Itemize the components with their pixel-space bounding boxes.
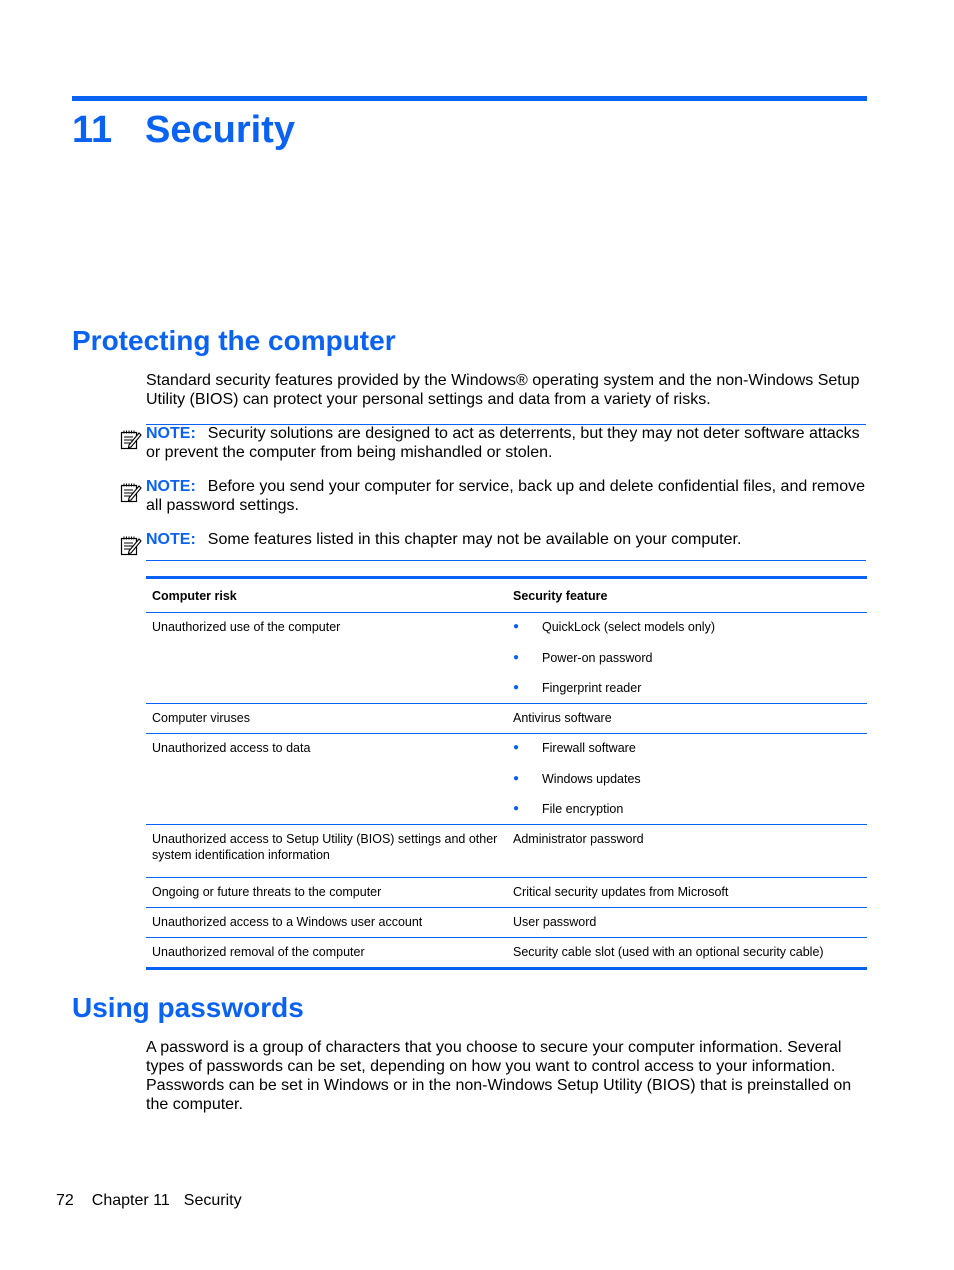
table-row [146,878,867,908]
feature-cell [507,734,867,825]
table-row [146,734,867,825]
page-footer [56,1191,260,1211]
chapter-rule [72,96,867,101]
feature-cell [507,613,867,704]
table-row [146,613,867,704]
feature-cell: User password [507,908,867,938]
risk-cell: Unauthorized access to data [146,734,507,825]
feature-cell: Administrator password [507,825,867,878]
security-risk-table [146,576,867,970]
page-number: 72 [56,1192,74,1209]
section-intro-text: Standard security features provided by the Windows® operating system and the non-Windows Setup Utility (BIOS) can protect your personal settings and data from a variety of risks. [146,372,860,408]
footer-chapter: Chapter 11 [91,1192,170,1209]
chapter-title [72,104,295,156]
feature-cell: Antivirus software [507,704,867,734]
feature-list-item: ● File encryption [513,801,861,817]
table-header-row [146,578,867,613]
section-heading-passwords: Using passwords [72,992,304,1023]
table-row [146,704,867,734]
column-header-feature: Security feature [507,578,867,613]
note-label: NOTE: [146,478,196,495]
note-pencil-icon [120,534,142,556]
risk-cell: Unauthorized access to a Windows user account [146,908,507,938]
feature-list-item: ● Firewall software [513,740,861,771]
note-pencil-icon [120,428,142,450]
note-bottom-rule [146,560,866,561]
footer-title: Security [183,1192,242,1209]
feature-list [513,740,861,817]
table-row [146,825,867,878]
note-text: Security solutions are designed to act as deterrents, but they may not deter software attacks or prevent the computer from being mishandled or stolen. [146,425,860,461]
feature-list-item: ● Power-on password [513,650,861,681]
table-row [146,908,867,938]
note-text: Before you send your computer for service, back up and delete confidential files, and remove all password settings. [146,478,866,514]
feature-list-item: ● Windows updates [513,771,861,802]
risk-cell: Ongoing or future threats to the computer [146,878,507,908]
section-heading-protecting: Protecting the computer [72,325,396,356]
risk-cell: Unauthorized removal of the computer [146,938,507,969]
feature-list [513,619,861,696]
note-3 [146,530,871,549]
chapter-number: 11 [72,109,113,151]
note-text: Some features listed in this chapter may not be available on your computer. [207,531,742,548]
feature-list-item: ● Fingerprint reader [513,680,861,696]
risk-cell: Unauthorized use of the computer [146,613,507,704]
feature-list-item: ● QuickLock (select models only) [513,619,861,650]
note-pencil-icon [120,481,142,503]
note-1 [146,424,871,462]
risk-cell: Unauthorized access to Setup Utility (BIOS) settings and other system identification information [146,825,507,878]
feature-cell: Critical security updates from Microsoft [507,878,867,908]
note-label: NOTE: [146,425,196,442]
note-label: NOTE: [146,531,196,548]
feature-cell: Security cable slot (used with an optional security cable) [507,938,867,969]
table-row [146,938,867,969]
column-header-risk: Computer risk [146,578,507,613]
chapter-title-text: Security [145,109,295,151]
risk-cell: Computer viruses [146,704,507,734]
section-passwords-text: A password is a group of characters that you choose to secure your computer information. Several types of passwords can be set, depending on how you want to control access to your information. Passwords can be set in Windows or in the non-Windows Setup Utility (BIOS) that is preinstalled on the computer. [146,1039,852,1113]
note-2 [146,477,871,515]
